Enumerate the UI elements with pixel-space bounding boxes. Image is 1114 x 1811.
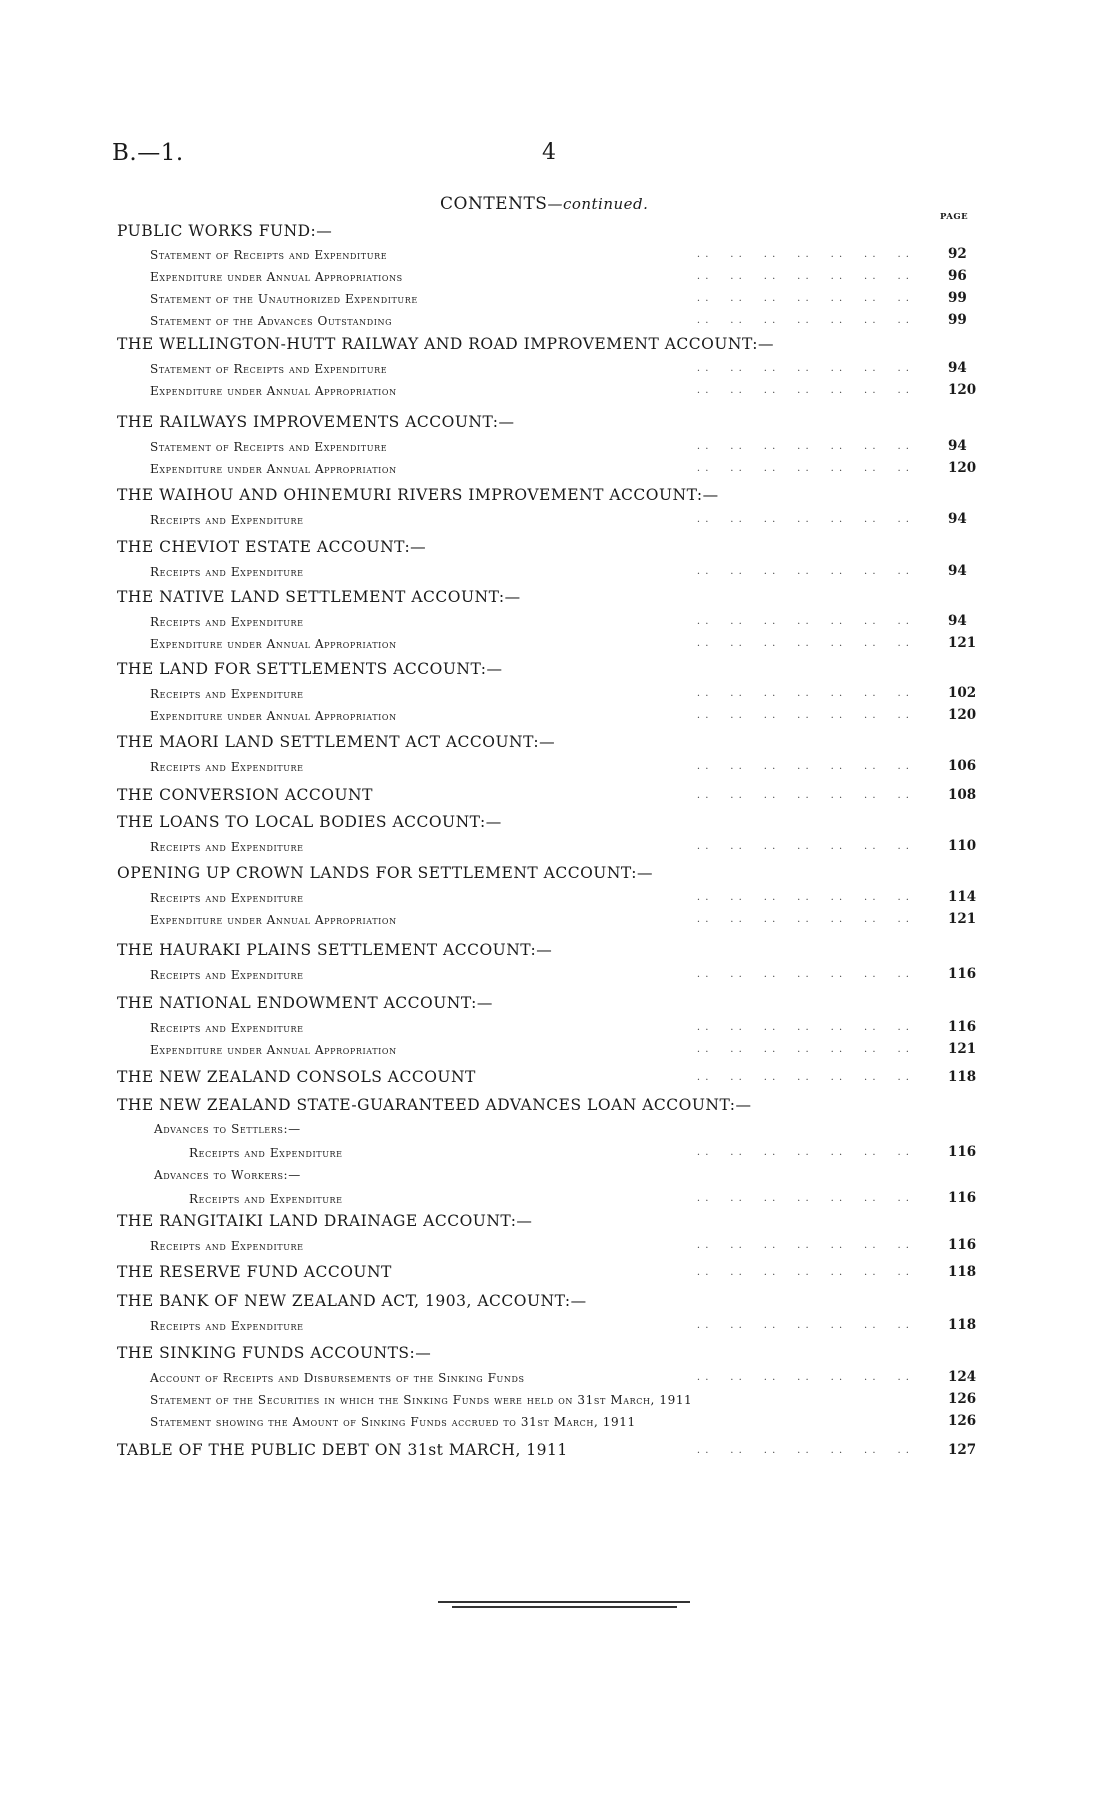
page-reference: 94 <box>948 438 967 454</box>
section-heading: THE LAND FOR SETTLEMENTS ACCOUNT:— <box>117 660 503 678</box>
dot-leader <box>515 914 910 928</box>
contents-title-suffix: —continued. <box>547 195 649 213</box>
contents-item: Receipts and Expenditure <box>150 760 304 774</box>
page-reference: 94 <box>948 360 967 376</box>
contents-item: Receipts and Expenditure <box>189 1192 343 1206</box>
dot-leader <box>515 790 910 804</box>
page-reference: 118 <box>948 1069 977 1085</box>
page-reference: 102 <box>948 685 977 701</box>
page-reference: 106 <box>948 758 977 774</box>
dot-leader <box>515 969 910 983</box>
page-reference: 114 <box>948 889 977 905</box>
page-reference: 94 <box>948 563 967 579</box>
contents-item: Receipts and Expenditure <box>150 891 304 905</box>
section-heading: THE LOANS TO LOCAL BODIES ACCOUNT:— <box>117 813 502 831</box>
section-heading: OPENING UP CROWN LANDS FOR SETTLEMENT ACCOUNT:— <box>117 864 653 882</box>
page-reference: 116 <box>948 1144 977 1160</box>
contents-item: Account of Receipts and Disbursements of the Sinking Funds <box>150 1371 525 1385</box>
page-reference: 120 <box>948 460 977 476</box>
section-heading: THE RAILWAYS IMPROVEMENTS ACCOUNT:— <box>117 413 515 431</box>
dot-leader <box>515 441 910 455</box>
page-reference: 126 <box>948 1391 977 1407</box>
closing-rule <box>438 1601 690 1603</box>
section-heading: THE NEW ZEALAND CONSOLS ACCOUNT <box>117 1068 476 1086</box>
contents-item: Receipts and Expenditure <box>150 1021 304 1035</box>
page-column-label: PAGE <box>940 212 969 222</box>
page-reference: 92 <box>948 246 967 262</box>
page-reference: 96 <box>948 268 967 284</box>
dot-leader <box>515 1072 910 1086</box>
page-reference: 116 <box>948 1190 977 1206</box>
contents-item: Statement of Receipts and Expenditure <box>150 440 388 454</box>
page-reference: 120 <box>948 382 977 398</box>
page-reference: 127 <box>948 1442 977 1458</box>
contents-item: Expenditure under Annual Appropriation <box>150 1043 397 1057</box>
contents-item: Expenditure under Annual Appropriation <box>150 913 397 927</box>
dot-leader <box>515 1240 910 1254</box>
contents-title <box>440 194 648 214</box>
contents-item: Receipts and Expenditure <box>150 840 304 854</box>
contents-item: Receipts and Expenditure <box>189 1146 343 1160</box>
contents-item: Expenditure under Annual Appropriation <box>150 709 397 723</box>
dot-leader <box>515 841 910 855</box>
dot-leader <box>515 688 910 702</box>
contents-item: Receipts and Expenditure <box>150 687 304 701</box>
contents-item: Expenditure under Annual Appropriation <box>150 637 397 651</box>
contents-title-text: CONTENTS <box>440 194 548 214</box>
section-heading: TABLE OF THE PUBLIC DEBT ON 31st MARCH, 1911 <box>117 1441 568 1459</box>
page-reference: 124 <box>948 1369 977 1385</box>
dot-leader <box>515 463 910 477</box>
page-reference: 116 <box>948 1237 977 1253</box>
page-reference: 121 <box>948 635 977 651</box>
section-heading: THE SINKING FUNDS ACCOUNTS:— <box>117 1344 432 1362</box>
contents-item: Expenditure under Annual Appropriation <box>150 384 397 398</box>
page-reference: 110 <box>948 838 977 854</box>
document-reference: B.—1. <box>112 140 184 166</box>
contents-item: Statement of the Unauthorized Expenditure <box>150 292 418 306</box>
section-heading: THE BANK OF NEW ZEALAND ACT, 1903, ACCOUNT:— <box>117 1292 587 1310</box>
contents-item: Receipts and Expenditure <box>150 1239 304 1253</box>
page-reference: 121 <box>948 911 977 927</box>
dot-leader <box>515 271 910 285</box>
dot-leader <box>515 1445 910 1459</box>
contents-item: Statement showing the Amount of Sinking Funds accrued to 31st March, 1911 <box>150 1415 636 1429</box>
contents-item: Expenditure under Annual Appropriation <box>150 462 397 476</box>
section-heading: PUBLIC WORKS FUND:— <box>117 222 333 240</box>
page-reference: 120 <box>948 707 977 723</box>
section-heading: THE WELLINGTON-HUTT RAILWAY AND ROAD IMPROVEMENT ACCOUNT:— <box>117 335 774 353</box>
contents-item: Statement of Receipts and Expenditure <box>150 362 388 376</box>
section-heading: THE NATIONAL ENDOWMENT ACCOUNT:— <box>117 994 493 1012</box>
subsection-heading: Advances to Workers:— <box>154 1168 301 1182</box>
section-heading: THE RANGITAIKI LAND DRAINAGE ACCOUNT:— <box>117 1212 533 1230</box>
closing-rule-2 <box>452 1606 677 1608</box>
section-heading: THE RESERVE FUND ACCOUNT <box>117 1263 392 1281</box>
subsection-heading: Advances to Settlers:— <box>154 1122 301 1136</box>
page-reference: 116 <box>948 966 977 982</box>
contents-item: Receipts and Expenditure <box>150 1319 304 1333</box>
dot-leader <box>515 1267 910 1281</box>
contents-item: Receipts and Expenditure <box>150 968 304 982</box>
dot-leader <box>515 566 910 580</box>
contents-item: Receipts and Expenditure <box>150 565 304 579</box>
page-reference: 108 <box>948 787 977 803</box>
dot-leader <box>515 1372 910 1386</box>
contents-item: Statement of the Securities in which the Sinking Funds were held on 31st March, 1911 <box>150 1393 693 1407</box>
section-heading: THE CHEVIOT ESTATE ACCOUNT:— <box>117 538 427 556</box>
dot-leader <box>515 761 910 775</box>
page-reference: 94 <box>948 511 967 527</box>
dot-leader <box>515 293 910 307</box>
section-heading: THE NEW ZEALAND STATE-GUARANTEED ADVANCES LOAN ACCOUNT:— <box>117 1096 752 1114</box>
dot-leader <box>515 249 910 263</box>
dot-leader <box>515 1022 910 1036</box>
page-reference: 118 <box>948 1264 977 1280</box>
page-reference: 116 <box>948 1019 977 1035</box>
page-reference: 99 <box>948 312 967 328</box>
contents-item: Expenditure under Annual Appropriations <box>150 270 403 284</box>
contents-item: Statement of Receipts and Expenditure <box>150 248 388 262</box>
dot-leader <box>515 363 910 377</box>
dot-leader <box>515 892 910 906</box>
dot-leader <box>515 1193 910 1207</box>
contents-item: Receipts and Expenditure <box>150 615 304 629</box>
page-reference: 94 <box>948 613 967 629</box>
page-reference: 121 <box>948 1041 977 1057</box>
contents-item: Receipts and Expenditure <box>150 513 304 527</box>
dot-leader <box>515 1147 910 1161</box>
page-number: 4 <box>542 140 556 165</box>
page-reference: 99 <box>948 290 967 306</box>
contents-item: Statement of the Advances Outstanding <box>150 314 393 328</box>
dot-leader <box>515 1320 910 1334</box>
dot-leader <box>515 1044 910 1058</box>
dot-leader <box>515 638 910 652</box>
section-heading: THE NATIVE LAND SETTLEMENT ACCOUNT:— <box>117 588 521 606</box>
page-reference: 118 <box>948 1317 977 1333</box>
dot-leader <box>515 616 910 630</box>
section-heading: THE HAURAKI PLAINS SETTLEMENT ACCOUNT:— <box>117 941 553 959</box>
dot-leader <box>515 385 910 399</box>
page-reference: 126 <box>948 1413 977 1429</box>
section-heading: THE WAIHOU AND OHINEMURI RIVERS IMPROVEMENT ACCOUNT:— <box>117 486 719 504</box>
section-heading: THE MAORI LAND SETTLEMENT ACT ACCOUNT:— <box>117 733 556 751</box>
dot-leader <box>515 514 910 528</box>
dot-leader <box>515 710 910 724</box>
dot-leader <box>515 315 910 329</box>
section-heading: THE CONVERSION ACCOUNT <box>117 786 373 804</box>
